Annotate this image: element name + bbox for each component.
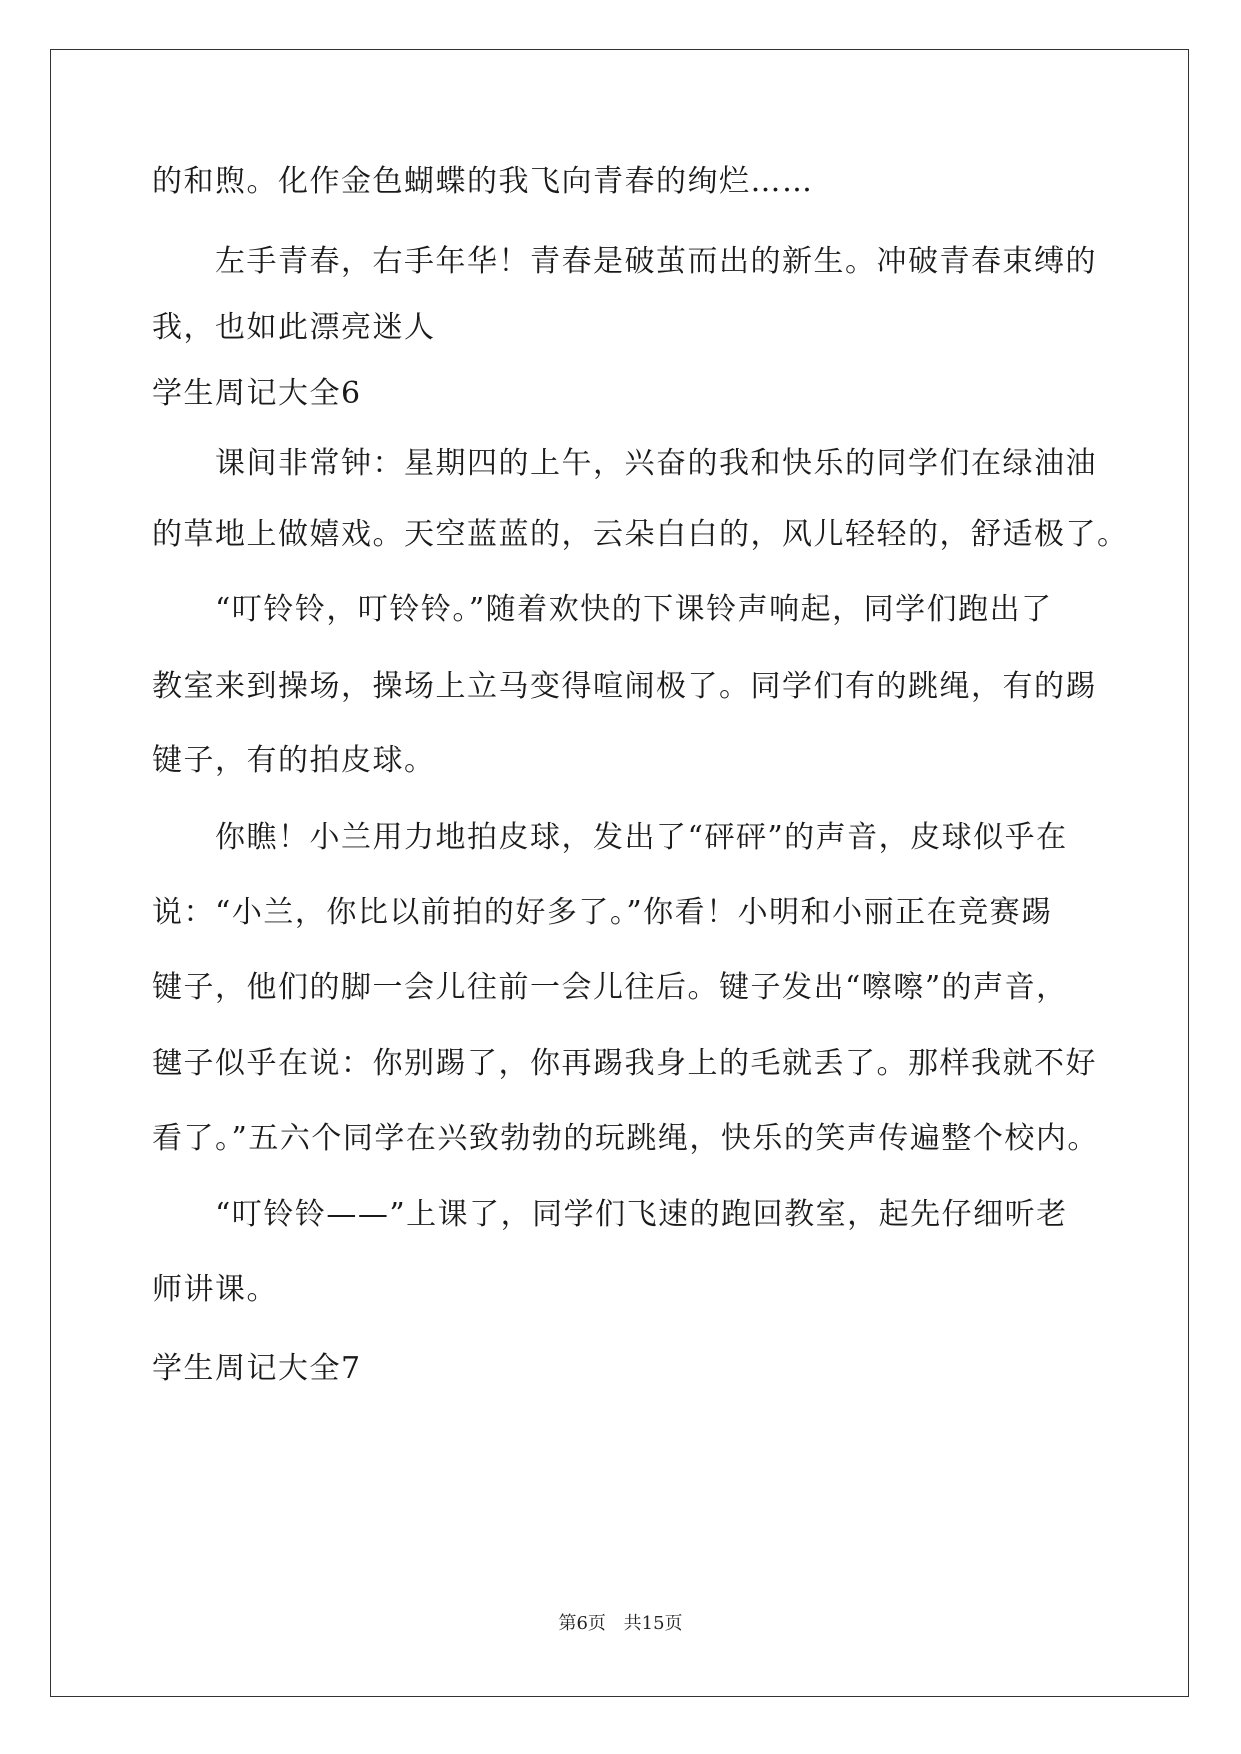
text-line: 说：“小兰，你比以前拍的好多了。”你看！小明和小丽正在竞赛踢 bbox=[152, 895, 1053, 930]
paragraph-first-line: “叮铃铃——”上课了，同学们飞速的跑回教室，起先仔细听老 bbox=[215, 1197, 1068, 1232]
text-line: 的草地上做嬉戏。天空蓝蓝的，云朵白白的，风儿轻轻的，舒适极了。 bbox=[152, 517, 1129, 552]
text-line: 键子，他们的脚一会儿往前一会儿往后。键子发出“嚓嚓”的声音， bbox=[152, 970, 1068, 1005]
text-line: 毽子似乎在说：你别踢了，你再踢我身上的毛就丢了。那样我就不好 bbox=[152, 1046, 1097, 1081]
section-heading: 学生周记大全6 bbox=[152, 376, 362, 411]
page-total: 共15页 bbox=[623, 1613, 683, 1634]
text-line: 看了。”五六个同学在兴致勃勃的玩跳绳，快乐的笑声传遍整个校内。 bbox=[152, 1121, 1099, 1156]
paragraph-first-line: 你瞧！小兰用力地拍皮球，发出了“砰砰”的声音，皮球似乎在 bbox=[215, 820, 1068, 855]
page-number: 第6页 bbox=[558, 1613, 606, 1634]
page-border bbox=[50, 49, 1189, 1697]
section-heading: 学生周记大全7 bbox=[152, 1351, 362, 1386]
paragraph-first-line: 课间非常钟：星期四的上午，兴奋的我和快乐的同学们在绿油油 bbox=[215, 446, 1097, 481]
text-line: 教室来到操场，操场上立马变得喧闹极了。同学们有的跳绳，有的踢 bbox=[152, 669, 1097, 704]
text-line: 键子，有的拍皮球。 bbox=[152, 743, 436, 778]
paragraph-first-line: 左手青春，右手年华！青春是破茧而出的新生。冲破青春束缚的 bbox=[215, 244, 1097, 279]
text-line: 我，也如此漂亮迷人 bbox=[152, 310, 436, 345]
text-line: 的和煦。化作金色蝴蝶的我飞向青春的绚烂…… bbox=[152, 164, 814, 199]
paragraph-first-line: “叮铃铃，叮铃铃。”随着欢快的下课铃声响起，同学们跑出了 bbox=[215, 592, 1053, 627]
text-line: 师讲课。 bbox=[152, 1272, 278, 1307]
page-footer bbox=[0, 1612, 1241, 1636]
